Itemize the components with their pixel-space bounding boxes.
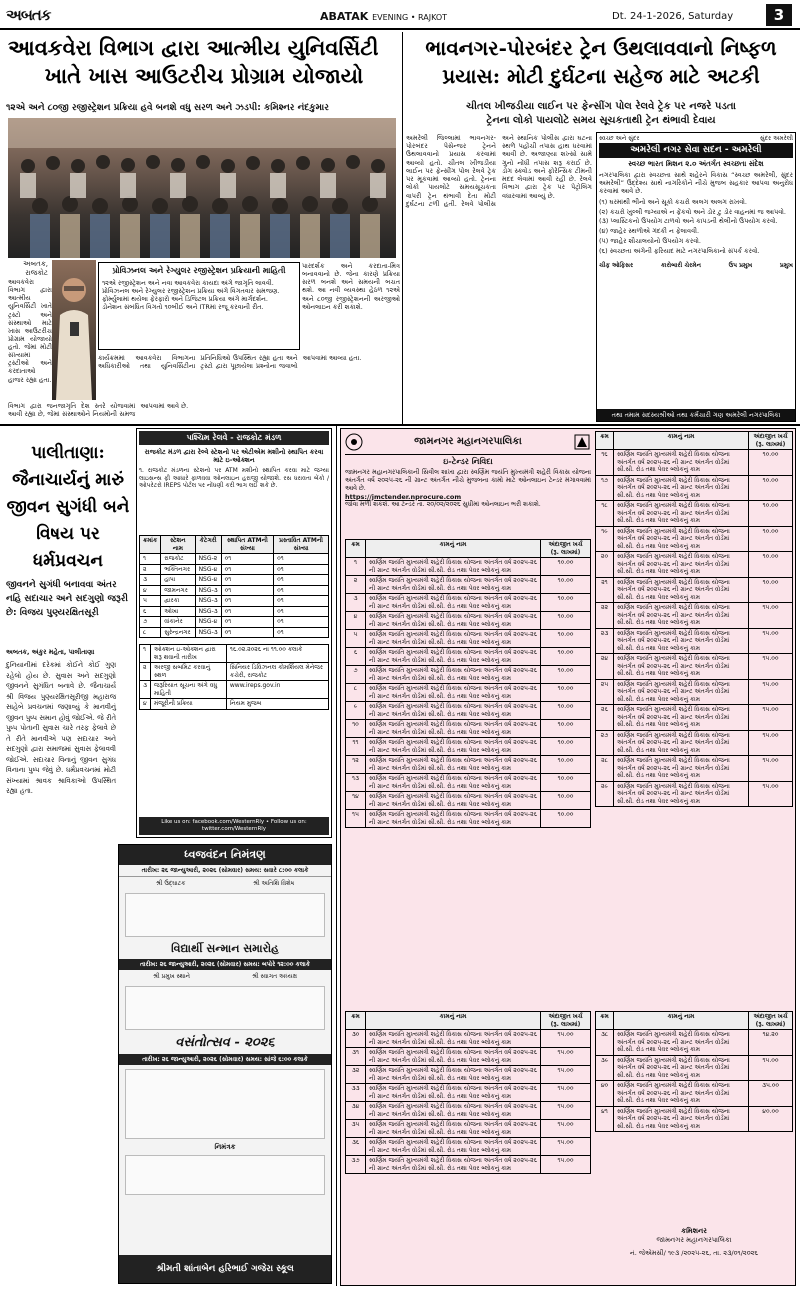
table-row xyxy=(596,577,793,603)
tender-work-amount: ૧૫.૦૦ xyxy=(541,1102,591,1120)
table-row xyxy=(596,628,793,654)
table-row xyxy=(346,684,591,702)
event-banner-students: વિદ્યાર્થી સન્માન સમારોહ xyxy=(171,941,279,955)
tender-work-amount: ૧૦.૦૦ xyxy=(541,612,591,630)
tender-work-name: સ્વર્ણિમ જયંતિ મુખ્યમંત્રી શહેરી વિકાસ યોજના અંતર્ગત વર્ષ ૨૦૨૫-૨૬ ની ગ્રાન્ટ અંતર્ગત વોર્ડમાં સી.સી. રોડ તથા પેવર બ્લોકનું કામ xyxy=(366,594,541,612)
table-row xyxy=(346,792,591,810)
table-row xyxy=(346,1120,591,1138)
jmc-emblem-icon xyxy=(573,433,591,451)
tender-work-no: ૩ xyxy=(346,594,366,612)
event-guest-panel xyxy=(125,893,325,937)
table-row xyxy=(346,1084,591,1102)
event-invitation-ad xyxy=(118,844,332,1284)
paper-logo: અબતક xyxy=(6,6,51,24)
tender-work-no: ૩૮ xyxy=(596,1030,614,1056)
commissioner-photo xyxy=(52,260,96,400)
tender-table-bottom-right xyxy=(595,1011,793,1221)
group-photo-figures xyxy=(8,118,396,258)
table-row xyxy=(346,738,591,756)
tender-work-name: સ્વર્ણિમ જયંતિ મુખ્યમંત્રી શહેરી વિકાસ યોજના અંતર્ગત વર્ષ ૨૦૨૫-૨૬ ની ગ્રાન્ટ અંતર્ગત વોર્ડમાં સી.સી. રોડ તથા પેવર બ્લોકનું કામ xyxy=(366,738,541,756)
amreli-notice-intro: નગરપાલિકા દ્વારા સ્વચ્છતા સાથે શહેરને વિકાસ “સ્વચ્છ અમરેલી, સુંદર અમરેલી” ઉદ્દેશ્ય સાથે નાગરિકોને નીચે મુજબ સહકાર આપવા અનુરોધ કરવામાં આવે છે. xyxy=(599,170,793,195)
tender-work-no: ૭ xyxy=(346,666,366,684)
tender-work-name: સ્વર્ણિમ જયંતિ મુખ્યમંત્રી શહેરી વિકાસ યોજના અંતર્ગત વર્ષ ૨૦૨૫-૨૬ ની ગ્રાન્ટ અંતર્ગત વોર્ડમાં સી.સી. રોડ તથા પેવર બ્લોકનું કામ xyxy=(366,666,541,684)
tender-work-no: ૩૨ xyxy=(346,1066,366,1084)
table-row xyxy=(596,730,793,756)
paper-name: ABATAK EVENING • RAJKOT xyxy=(320,10,448,23)
tender-work-name: સ્વર્ણિમ જયંતિ મુખ્યમંત્રી શહેરી વિકાસ યોજના અંતર્ગત વર્ષ ૨૦૨૫-૨૬ ની ગ્રાન્ટ અંતર્ગત વોર્ડમાં સી.સી. રોડ તથા પેવર બ્લોકનું કામ xyxy=(614,603,749,629)
tender-work-no: ૨૪ xyxy=(596,654,614,680)
tender-work-no: ૧૦ xyxy=(346,720,366,738)
tender-work-no: ૩૪ xyxy=(346,1102,366,1120)
tender-work-amount: ૧૦.૦૦ xyxy=(541,630,591,648)
tender-work-name: સ્વર્ણિમ જયંતિ મુખ્યમંત્રી શહેરી વિકાસ યોજના અંતર્ગત વર્ષ ૨૦૨૫-૨૬ ની ગ્રાન્ટ અંતર્ગત વોર્ડમાં સી.સી. રોડ તથા પેવર બ્લોકનું કામ xyxy=(614,781,749,807)
table-row xyxy=(596,475,793,501)
railway-notice xyxy=(136,428,332,838)
tender-work-no: ૧૪ xyxy=(346,792,366,810)
tender-work-amount: ૧૦.૦૦ xyxy=(749,501,793,527)
tender-intro: જામનગર મહાનગરપાલિકાની સિવીલ શાખા દ્વારા સ્વર્ણિમ જયંતિ મુખ્યમંત્રી શહેરી વિકાસ યોજના અંતર્ગત વર્ષ ૨૦૨૫-૨૬ ની ગ્રાન્ટ અંતર્ગત નીચે મુજબના કામો માટે ઓનલાઇન ટેન્ડર મંગાવવામાં આવે છે. xyxy=(345,469,591,492)
tender-work-amount: ૧૪.૨૦ xyxy=(749,1030,793,1056)
railway-notice-body: ૧. રાજકોટ મંડળના સ્ટેશનો પર ATM મશીનો સ્થાપિત કરવા માટે જગ્યા લાઇસન્સ ફી આધારે ફાળવવા ઓનલાઇન હરાજી યોજાશે. રસ ધરાવતા બેંકો / ઓપરેટરો IREPS પોર્ટલ પર નોંધણી કરી ભાગ લઈ શકે છે. xyxy=(139,467,329,490)
tender-work-name: સ્વર્ણિમ જયંતિ મુખ્યમંત્રી શહેરી વિકાસ યોજના અંતર્ગત વર્ષ ૨૦૨૫-૨૬ ની ગ્રાન્ટ અંતર્ગત વોર્ડમાં સી.સી. રોડ તથા પેવર બ્લોકનું કામ xyxy=(366,558,541,576)
tender-work-no: ૩૧ xyxy=(346,1048,366,1066)
tender-work-amount: ૧૫.૦૦ xyxy=(749,679,793,705)
palitana-headline: પાલીતાણા: જૈનાચાર્યનું મારું જીવન સુગંધી બને વિષય પર ધર્મપ્રવચન xyxy=(6,443,130,571)
amreli-tags: સ્વચ્છ અને સુંદર સુંદર અમરેલી xyxy=(599,135,793,142)
tender-work-amount: ૧૦.૦૦ xyxy=(541,756,591,774)
tender-work-no: ૨૨ xyxy=(596,603,614,629)
tender-work-amount: ૧૦.૦૦ xyxy=(749,475,793,501)
tender-work-no: ૧૨ xyxy=(346,756,366,774)
tender-work-no: ૧ xyxy=(346,558,366,576)
tender-works-table-left: ક્રમ કામનું નામ અંદાજીત ખર્ચ (રૂ. લાખમાં) ૧ સ્વર્ણિમ જયંતિ મુખ્યમંત્રી શહેરી વિકાસ યોજના અંતર્ગત વર્ષ ૨૦૨૫-૨૬ ની ગ્રાન્ટ અંતર્ગત વોર્ડમાં સી.સી. રોડ તથા પેવર બ્લોકનું કામ ૧૦.૦૦ ૨ સ્વર્ણિમ જયંતિ મુખ્યમંત્રી શહેરી વિકાસ યોજના અંતર્ગત વર્ષ ૨૦૨૫-૨૬ ની ગ્રાન્ટ અંતર્ગત વોર્ડમાં સી.સી. રોડ તથા પેવર બ્લોકનું કામ ૧૦.૦૦ ૩ સ્વર્ણિમ જયંતિ મુખ્યમંત્રી શહેરી વિકાસ યોજના અંતર્ગત વર્ષ ૨૦૨૫-૨૬ ની ગ્રાન્ટ અંતર્ગત વોર્ડમાં સી.સી. રોડ તથા પેવર બ્લોકનું કામ ૧૦.૦૦ ૪ સ્વર્ણિમ જયંતિ મુખ્યમંત્રી શહેરી વિકાસ યોજના અંતર્ગત વર્ષ ૨૦૨૫-૨૬ ની ગ્રાન્ટ અંતર્ગત વોર્ડમાં સી.સી. રોડ તથા પેવર બ્લોકનું કામ ૧૦.૦૦ ૫ સ્વર્ણિમ જયંતિ મુખ્યમંત્રી શહેરી વિકાસ યોજના અંતર્ગત વર્ષ ૨૦૨૫-૨૬ ની ગ્રાન્ટ અંતર્ગત વોર્ડમાં સી.સી. રોડ તથા પેવર બ્લોકનું કામ ૧૦.૦૦ ૬ સ્વર્ણિમ જયંતિ મુખ્યમંત્રી શહેરી વિકાસ યોજના અંતર્ગત વર્ષ ૨૦૨૫-૨૬ ની ગ્રાન્ટ અંતર્ગત વોર્ડમાં સી.સી. રોડ તથા પેવર બ્લોકનું કામ ૧૦.૦૦ ૭ સ્વર્ણિમ જયંતિ મુખ્યમંત્રી શહેરી વિકાસ યોજના અંતર્ગત વર્ષ ૨૦૨૫-૨૬ ની ગ્રાન્ટ અંતર્ગત વોર્ડમાં સી.સી. રોડ તથા પેવર બ્લોકનું કામ ૧૦.૦૦ ૮ સ્વર્ણિમ જયંતિ મુખ્યમંત્રી શહેરી વિકાસ યોજના અંતર્ગત વર્ષ ૨૦૨૫-૨૬ ની ગ્રાન્ટ અંતર્ગત વોર્ડમાં સી.સી. રોડ તથા પેવર બ્લોકનું કામ ૧૦.૦૦ ૯ સ્વર્ણિમ જયંતિ મુખ્યમંત્રી શહેરી વિકાસ યોજના અંતર્ગત વર્ષ ૨૦૨૫-૨૬ ની ગ્રાન્ટ અંતર્ગત વોર્ડમાં સી.સી. રોડ તથા પેવર બ્લોકનું કામ ૧૦.૦૦ ૧૦ સ્વર્ણિમ જયંતિ મુખ્યમંત્રી શહેરી વિકાસ યોજના અંતર્ગત વર્ષ ૨૦૨૫-૨૬ ની ગ્રાન્ટ અંતર્ગત વોર્ડમાં સી.સી. રોડ તથા પેવર બ્લોકનું કામ ૧૦.૦૦ ૧૧ સ્વર્ણિમ જયંતિ મુખ્યમંત્રી શહેરી વિકાસ યોજના અંતર્ગત વર્ષ ૨૦૨૫-૨૬ ની ગ્રાન્ટ અંતર્ગત વોર્ડમાં સી.સી. રોડ તથા પેવર બ્લોકનું કામ ૧૦.૦૦ ૧૨ સ્વર્ણિમ જયંતિ મુખ્યમંત્રી શહેરી વિકાસ યોજના અંતર્ગત વર્ષ ૨૦૨૫-૨૬ ની ગ્રાન્ટ અંતર્ગત વોર્ડમાં સી.સી. રોડ તથા પેવર બ્લોકનું કામ ૧૦.૦૦ ૧૩ સ્વર્ણિમ જયંતિ મુખ્યમંત્રી શહેરી વિકાસ યોજના અંતર્ગત વર્ષ ૨૦૨૫-૨૬ ની ગ્રાન્ટ અંતર્ગત વોર્ડમાં સી.સી. રોડ તથા પેવર બ્લોકનું કામ ૧૦.૦૦ ૧૪ સ્વર્ણિમ જયંતિ મુખ્યમંત્રી શહેરી વિકાસ યોજના અંતર્ગત વર્ષ ૨૦૨૫-૨૬ ની ગ્રાન્ટ અંતર્ગત વોર્ડમાં સી.સી. રોડ તથા પેવર બ્લોકનું કામ ૧૦.૦૦ ૧૫ સ્વર્ણિમ જયંતિ મુખ્યમંત્રી શહેરી વિકાસ યોજના અંતર્ગત વર્ષ ૨૦૨૫-૨૬ ની ગ્રાન્ટ અંતર્ગત વોર્ડમાં સી.સી. રોડ તથા પેવર બ્લોકનું કામ ૧૦.૦૦ xyxy=(345,539,591,828)
table-row: ૪ જામનગર NSG-૩ ૦૧ ૦૧ xyxy=(140,585,329,596)
tender-works-table-bottom-right: ક્રમ કામનું નામ અંદાજીત ખર્ચ (રૂ. લાખમાં) ૩૮ સ્વર્ણિમ જયંતિ મુખ્યમંત્રી શહેરી વિકાસ યોજના અંતર્ગત વર્ષ ૨૦૨૫-૨૬ ની ગ્રાન્ટ અંતર્ગત વોર્ડમાં સી.સી. રોડ તથા પેવર બ્લોકનું કામ ૧૪.૨૦ ૩૯ સ્વર્ણિમ જયંતિ મુખ્યમંત્રી શહેરી વિકાસ યોજના અંતર્ગત વર્ષ ૨૦૨૫-૨૬ ની ગ્રાન્ટ અંતર્ગત વોર્ડમાં સી.સી. રોડ તથા પેવર બ્લોકનું કામ ૧૫.૦૦ ૪૦ સ્વર્ણિમ જયંતિ મુખ્યમંત્રી શહેરી વિકાસ યોજના અંતર્ગત વર્ષ ૨૦૨૫-૨૬ ની ગ્રાન્ટ અંતર્ગત વોર્ડમાં સી.સી. રોડ તથા પેવર બ્લોકનું કામ ૩૫.૦૦ ૪૧ સ્વર્ણિમ જયંતિ મુખ્યમંત્રી શહેરી વિકાસ યોજના અંતર્ગત વર્ષ ૨૦૨૫-૨૬ ની ગ્રાન્ટ અંતર્ગત વોર્ડમાં સી.સી. રોડ તથા પેવર બ્લોકનું કામ ૪૦.૦૦ xyxy=(595,1011,793,1132)
column-divider xyxy=(336,426,337,1286)
table-row xyxy=(596,1081,793,1107)
tender-table-left xyxy=(345,539,591,1007)
story-left-subhead: ૧૨એ અને ૮૦જી રજીસ્ટ્રેશન પ્રક્રિયા હવે બનશે વધુ સરળ અને ઝડપી: કમિશ્નર નંદકુમાર xyxy=(6,103,329,113)
table-row: ૬ ઓખા NSG-૩ ૦૧ ૦૧ xyxy=(140,606,329,617)
table-row xyxy=(596,501,793,527)
tender-work-name: સ્વર્ણિમ જયંતિ મુખ્યમંત્રી શહેરી વિકાસ યોજના અંતર્ગત વર્ષ ૨૦૨૫-૨૬ ની ગ્રાન્ટ અંતર્ગત વોર્ડમાં સી.સી. રોડ તથા પેવર બ્લોકનું કામ xyxy=(366,684,541,702)
tender-work-amount: ૧૦.૦૦ xyxy=(541,702,591,720)
table-row xyxy=(596,1030,793,1056)
story-right-body: અમરેલી જિલ્લામાં ભાવનગર-પોરબંદર પેસેન્જર ટ્રેનને ઉથલાવવાનો પ્રયાસ કરવામાં આવ્યો હતો. ચીતલ ખીજડીયા લાઈન પર ફેન્સીંગ પોલ રેલવે ટ્રેક પર મૂકવામાં આવ્યો હતો. ટ્રેનના લોકો પાયલોટે સમયસૂચકતા વાપરી ટ્રેન થંભાવી દેતા મોટી દુર્ઘટના ટળી હતી. રેલવે પોલીસ અને સ્થાનિક પોલીસ દ્વારા ઘટના સ્થળે પહોંચી તપાસ હાથ ધરવામાં આવી છે. અજાણ્યા શખ્સો સામે ગુનો નોંધી તપાસ શરૂ કરાઈ છે. ડોગ સ્ક્વોડ અને ફોરેન્સિક ટીમની મદદ લેવામાં આવી રહી છે. રેલવે વિભાગ દ્વારા ટ્રેક પર પેટ્રોલિંગ વધારવામાં આવ્યું છે. xyxy=(406,134,592,208)
table-row xyxy=(346,1030,591,1048)
tender-work-name: સ્વર્ણિમ જયંતિ મુખ્યમંત્રી શહેરી વિકાસ યોજના અંતર્ગત વર્ષ ૨૦૨૫-૨૬ ની ગ્રાન્ટ અંતર્ગત વોર્ડમાં સી.સી. રોડ તથા પેવર બ્લોકનું કામ xyxy=(614,679,749,705)
tender-work-amount: ૧૦.૦૦ xyxy=(749,450,793,476)
tender-work-name: સ્વર્ણિમ જયંતિ મુખ્યમંત્રી શહેરી વિકાસ યોજના અંતર્ગત વર્ષ ૨૦૨૫-૨૬ ની ગ્રાન્ટ અંતર્ગત વોર્ડમાં સી.સી. રોડ તથા પેવર બ્લોકનું કામ xyxy=(366,630,541,648)
event-guests-row-2: શ્રી પ્રમુખ સ્થાને શ્રી સ્વાગત અધ્યક્ષ xyxy=(153,973,297,980)
tender-signature-block xyxy=(595,1227,793,1283)
table-row xyxy=(346,1156,591,1174)
tender-work-name: સ્વર્ણિમ જયંતિ મુખ્યમંત્રી શહેરી વિકાસ યોજના અંતર્ગત વર્ષ ૨૦૨૫-૨૬ ની ગ્રાન્ટ અંતર્ગત વોર્ડમાં સી.સી. રોડ તથા પેવર બ્લોકનું કામ xyxy=(366,720,541,738)
event-guest-panel-3 xyxy=(125,1069,325,1139)
section-divider xyxy=(0,424,800,426)
tender-work-name: સ્વર્ણિમ જયંતિ મુખ્યમંત્રી શહેરી વિકાસ યોજના અંતર્ગત વર્ષ ૨૦૨૫-૨૬ ની ગ્રાન્ટ અંતર્ગત વોર્ડમાં સી.સી. રોડ તથા પેવર બ્લોકનું કામ xyxy=(366,1102,541,1120)
table-row xyxy=(346,1138,591,1156)
tender-work-name: સ્વર્ણિમ જયંતિ મુખ્યમંત્રી શહેરી વિકાસ યોજના અંતર્ગત વર્ષ ૨૦૨૫-૨૬ ની ગ્રાન્ટ અંતર્ગત વોર્ડમાં સી.સી. રોડ તથા પેવર બ્લોકનું કામ xyxy=(366,1048,541,1066)
tender-work-no: ૬ xyxy=(346,648,366,666)
tender-work-amount: ૧૫.૦૦ xyxy=(541,1084,591,1102)
masthead xyxy=(0,0,800,30)
tender-work-name: સ્વર્ણિમ જયંતિ મુખ્યમંત્રી શહેરી વિકાસ યોજના અંતર્ગત વર્ષ ૨૦૨૫-૨૬ ની ગ્રાન્ટ અંતર્ગત વોર્ડમાં સી.સી. રોડ તથા પેવર બ્લોકનું કામ xyxy=(614,628,749,654)
tender-work-name: સ્વર્ણિમ જયંતિ મુખ્યમંત્રી શહેરી વિકાસ યોજના અંતર્ગત વર્ષ ૨૦૨૫-૨૬ ની ગ્રાન્ટ અંતર્ગત વોર્ડમાં સી.સી. રોડ તથા પેવર બ્લોકનું કામ xyxy=(614,526,749,552)
table-row: ૭ વાંકાનેર NSG-૪ ૦૧ ૦૧ xyxy=(140,617,329,628)
railway-notice-title: પશ્ચિમ રેલવે - રાજકોટ મંડળ xyxy=(139,431,329,445)
table-row xyxy=(596,705,793,731)
event-organizer-panel xyxy=(125,1155,325,1195)
tender-work-no: ૧૧ xyxy=(346,738,366,756)
table-row: ૩ હાપા NSG-૪ ૦૧ ૦૧ xyxy=(140,575,329,586)
tender-work-amount: ૧૦.૦૦ xyxy=(541,774,591,792)
tender-work-no: ૫ xyxy=(346,630,366,648)
tender-work-name: સ્વર્ણિમ જયંતિ મુખ્યમંત્રી શહેરી વિકાસ યોજના અંતર્ગત વર્ષ ૨૦૨૫-૨૬ ની ગ્રાન્ટ અંતર્ગત વોર્ડમાં સી.સી. રોડ તથા પેવર બ્લોકનું કામ xyxy=(614,654,749,680)
event-date-vasant: તારીખ: ૨૬ જાન્યુઆરી, ૨૦૨૬ (સોમવાર) સમય: સાંજે ૬:૦૦ કલાકે xyxy=(119,1054,331,1066)
amreli-notice-footer: તથા તમામ સદસ્યશ્રીઓ તથા કર્મચારી ગણ અમરેલી નગરપાલિકા xyxy=(597,409,795,421)
tender-work-name: સ્વર્ણિમ જયંતિ મુખ્યમંત્રી શહેરી વિકાસ યોજના અંતર્ગત વર્ષ ૨૦૨૫-૨૬ ની ગ્રાન્ટ અંતર્ગત વોર્ડમાં સી.સી. રોડ તથા પેવર બ્લોકનું કામ xyxy=(614,475,749,501)
table-row xyxy=(346,720,591,738)
table-row xyxy=(596,552,793,578)
registration-box-points xyxy=(102,279,296,312)
table-row: ૪ મંજૂરીની પ્રક્રિયા નિયમ મુજબ xyxy=(140,699,329,710)
tender-work-amount: ૧૫.૦૦ xyxy=(749,1055,793,1081)
tender-table-right xyxy=(595,431,793,1007)
table-row xyxy=(596,603,793,629)
story-right-headline: ભાવનગર-પોરબંદર ટ્રેન ઉથલાવવાનો નિષ્ફળ પ્રયાસ: મોટી દુર્ઘટના સહેજ માટે અટકી xyxy=(425,36,777,88)
tender-work-no: ૨૧ xyxy=(596,577,614,603)
tender-work-amount: ૧૦.૦૦ xyxy=(541,558,591,576)
story-left-body-bottom: વિભાગ દ્વારા જનજાગૃતિ દેશ સ્તરે યોજવામાં આવી રહ્યા છે, જેમાં સંસ્થાઓને નિયમોની સમજ આપવામાં આવે છે. xyxy=(8,402,189,419)
table-row: ૧ ઓક્શન ઇ-ઓક્શન દ્વારા શરૂ થવાની તારીખ ૧૬.૦૨.૨૦૨૬ ના ૧૧.૦૦ કલાકે xyxy=(140,645,329,663)
registration-box-title: પ્રોવિઝનલ અને રેગ્યુલર રજીસ્ટ્રેશન પ્રક્રિયાની માહિતી xyxy=(112,266,286,275)
tender-work-no: ૨૩ xyxy=(596,628,614,654)
table-row: ૨ અરજી સબમિટ કરવાનું સ્થળ સિનિયર ડિવિઝનલ કોમર્શિયલ મેનેજર કચેરી, રાજકોટ xyxy=(140,663,329,681)
table-row xyxy=(346,630,591,648)
tender-work-name: સ્વર્ણિમ જયંતિ મુખ્યમંત્રી શહેરી વિકાસ યોજના અંતર્ગત વર્ષ ૨૦૨૫-૨૬ ની ગ્રાન્ટ અંતર્ગત વોર્ડમાં સી.સી. રોડ તથા પેવર બ્લોકનું કામ xyxy=(366,1084,541,1102)
tender-work-no: ૯ xyxy=(346,702,366,720)
tender-work-name: સ્વર્ણિમ જયંતિ મુખ્યમંત્રી શહેરી વિકાસ યોજના અંતર્ગત વર્ષ ૨૦૨૫-૨૬ ની ગ્રાન્ટ અંતર્ગત વોર્ડમાં સી.સી. રોડ તથા પેવર બ્લોકનું કામ xyxy=(366,702,541,720)
tender-work-amount: ૧૫.૦૦ xyxy=(541,1066,591,1084)
tender-work-amount: ૧૦.૦૦ xyxy=(749,526,793,552)
tender-work-amount: ૧૫.૦૦ xyxy=(541,1120,591,1138)
tender-work-amount: ૧૫.૦૦ xyxy=(749,781,793,807)
tender-work-no: ૩૫ xyxy=(346,1120,366,1138)
tender-work-name: સ્વર્ણિમ જયંતિ મુખ્યમંત્રી શહેરી વિકાસ યોજના અંતર્ગત વર્ષ ૨૦૨૫-૨૬ ની ગ્રાન્ટ અંતર્ગત વોર્ડમાં સી.સી. રોડ તથા પેવર બ્લોકનું કામ xyxy=(614,450,749,476)
event-banner-vasant: વસંતોત્સવ - ૨૦૨૬ xyxy=(175,1034,275,1050)
tender-work-no: ૨ xyxy=(346,576,366,594)
table-row xyxy=(596,1055,793,1081)
issue-date: Dt. 24-1-2026, Saturday xyxy=(612,11,734,22)
outreach-group-photo xyxy=(8,118,396,258)
tender-work-amount: ૧૫.૦૦ xyxy=(749,654,793,680)
tender-work-amount: ૩૫.૦૦ xyxy=(749,1081,793,1107)
tender-work-amount: ૧૫.૦૦ xyxy=(749,628,793,654)
tender-ref: નં. જેએમસી/ ૧૯૩ /૨૦૨૫-૨૬, તા. ૨૩/૦૧/૨૦૨૬ xyxy=(629,1248,759,1257)
tender-portal-link[interactable]: https://jmctender.nprocure.com xyxy=(345,492,462,501)
tender-work-amount: ૧૦.૦૦ xyxy=(541,594,591,612)
tender-work-name: સ્વર્ણિમ જયંતિ મુખ્યમંત્રી શહેરી વિકાસ યોજના અંતર્ગત વર્ષ ૨૦૨૫-૨૬ ની ગ્રાન્ટ અંતર્ગત વોર્ડમાં સી.સી. રોડ તથા પેવર બ્લોકનું કામ xyxy=(366,756,541,774)
tender-work-name: સ્વર્ણિમ જયંતિ મુખ્યમંત્રી શહેરી વિકાસ યોજના અંતર્ગત વર્ષ ૨૦૨૫-૨૬ ની ગ્રાન્ટ અંતર્ગત વોર્ડમાં સી.સી. રોડ તથા પેવર બ્લોકનું કામ xyxy=(614,552,749,578)
tender-work-name: સ્વર્ણિમ જયંતિ મુખ્યમંત્રી શહેરી વિકાસ યોજના અંતર્ગત વર્ષ ૨૦૨૫-૨૬ ની ગ્રાન્ટ અંતર્ગત વોર્ડમાં સી.સી. રોડ તથા પેવર બ્લોકનું કામ xyxy=(366,1066,541,1084)
tender-work-amount: ૧૫.૦૦ xyxy=(541,1138,591,1156)
table-row xyxy=(346,702,591,720)
jamnagar-tender-notice xyxy=(340,428,796,1286)
tender-work-amount: ૧૦.૦૦ xyxy=(541,810,591,828)
tender-work-name: સ્વર્ણિમ જયંતિ મુખ્યમંત્રી શહેરી વિકાસ યોજના અંતર્ગત વર્ષ ૨૦૨૫-૨૬ ની ગ્રાન્ટ અંતર્ગત વોર્ડમાં સી.સી. રોડ તથા પેવર બ્લોકનું કામ xyxy=(366,1156,541,1174)
tender-work-amount: ૧૦.૦૦ xyxy=(749,577,793,603)
table-row xyxy=(346,612,591,630)
tender-work-no: ૨૦ xyxy=(596,552,614,578)
tender-work-name: સ્વર્ણિમ જયંતિ મુખ્યમંત્રી શહેરી વિકાસ યોજના અંતર્ગત વર્ષ ૨૦૨૫-૨૬ ની ગ્રાન્ટ અંતર્ગત વોર્ડમાં સી.સી. રોડ તથા પેવર બ્લોકનું કામ xyxy=(366,648,541,666)
tender-work-amount: ૧૦.૦૦ xyxy=(541,576,591,594)
registration-point: ૧૨એ રજીસ્ટ્રેશન અને નવા આવકવેરા કાયદા અંગે જાગૃતિ લાવવી. xyxy=(102,279,274,287)
tender-work-no: ૩૯ xyxy=(596,1055,614,1081)
tender-work-name: સ્વર્ણિમ જયંતિ મુખ્યમંત્રી શહેરી વિકાસ યોજના અંતર્ગત વર્ષ ૨૦૨૫-૨૬ ની ગ્રાન્ટ અંતર્ગત વોર્ડમાં સી.સી. રોડ તથા પેવર બ્લોકનું કામ xyxy=(366,1120,541,1138)
event-ad-footer: શ્રીમતી શાંતાબેન હરિભાઈ ગજેરા સ્કૂલ xyxy=(119,1255,331,1283)
tender-work-no: ૩૦ xyxy=(346,1030,366,1048)
tender-work-no: ૩૩ xyxy=(346,1084,366,1102)
event-date-flag: તારીખ: ૨૬ જાન્યુઆરી, ૨૦૨૬ (સોમવાર) સમય: સવારે ૮:૦૦ કલાકે xyxy=(119,865,331,878)
tender-work-amount: ૧૫.૦૦ xyxy=(749,730,793,756)
tender-work-amount: ૧૦.૦૦ xyxy=(541,792,591,810)
tender-work-amount: ૧૦.૦૦ xyxy=(541,666,591,684)
palitana-body: દુનિયાનીમાં દરેકમાં કોઈને કોઈ ગુણ રહેલો હોય છે. સુવાસ અને સદગુણો જીવનને સુગંધિત બનાવે છે. જૈનાચાર્ય શ્રી વિજય પુણ્યરક્ષિતસૂરીજી મહારાજ સાહેબે પ્રવચનમાં જણાવ્યું કે માનવીનું જીવન પુષ્પ સમાન હોવું જોઈએ. જે રીતે પુષ્પ પોતાની સુવાસ ચારે તરફ ફેલાવે છે તે રીતે માનવીએ પણ સદાચાર અને સદગુણો દ્વારા સમાજમાં સુવાસ ફેલાવવી જોઈએ. સદાચાર વિનાનું જીવન સુગંધ વિનાના પુષ્પ જેવું છે. ધર્મપ્રવચનમાં મોટી સંખ્યામાં શ્રાવક શ્રાવિકાઓ ઉપસ્થિત રહ્યા હતા. xyxy=(6,661,116,796)
tender-work-no: ૧૯ xyxy=(596,526,614,552)
tender-work-no: ૪૦ xyxy=(596,1081,614,1107)
tender-work-name: સ્વર્ણિમ જયંતિ મુખ્યમંત્રી શહેરી વિકાસ યોજના અંતર્ગત વર્ષ ૨૦૨૫-૨૬ ની ગ્રાન્ટ અંતર્ગત વોર્ડમાં સી.સી. રોડ તથા પેવર બ્લોકનું કામ xyxy=(614,501,749,527)
table-row xyxy=(346,1066,591,1084)
table-row: ૩ જરૂરિયાત સૂચના અંગે વધુ માહિતી www.ireps.gov.in xyxy=(140,681,329,699)
tender-work-no: ૮ xyxy=(346,684,366,702)
registration-point: પ્રોવિઝનલ અને રેગ્યુલર રજીસ્ટ્રેશન પ્રક્રિયા અંગે વિગતવાર સમજણ. xyxy=(102,287,280,296)
event-guests-row: શ્રી ઉદ્ઘાટક શ્રી અતિથિ વિશેષ xyxy=(155,880,295,888)
tender-work-amount: ૧૫.૦૦ xyxy=(541,1030,591,1048)
tender-work-no: ૧૩ xyxy=(346,774,366,792)
event-guest-panel-2 xyxy=(125,986,325,1030)
table-row xyxy=(346,774,591,792)
tender-intro-2: જોવા મળી શકશે. આ ટેન્ડર તા. ૨૦/૦૨/૨૦૨૬ સુધીમાં ઓનલાઇન ભરી શકાશે. xyxy=(345,500,541,508)
palitana-dateline: અબતક, અંકુર મહેતા, પાલીતાણા xyxy=(6,648,95,656)
tender-table-bottom-left xyxy=(345,1011,591,1283)
column-divider xyxy=(402,32,403,424)
tender-work-amount: ૧૫.૦૦ xyxy=(749,603,793,629)
tender-work-name: સ્વર્ણિમ જયંતિ મુખ્યમંત્રી શહેરી વિકાસ યોજના અંતર્ગત વર્ષ ૨૦૨૫-૨૬ ની ગ્રાન્ટ અંતર્ગત વોર્ડમાં સી.સી. રોડ તથા પેવર બ્લોકનું કામ xyxy=(614,705,749,731)
story-left-headline: આવકવેરા વિભાગ દ્વારા આત્મીય યુનિવર્સિટી ખાતે ખાસ આઉટરીચ પ્રોગ્રામ યોજાયો xyxy=(8,35,379,88)
railway-atm-table: ક્રમાંક સ્ટેશન નામ કેટેગરી સ્થાપિત ATMની સંખ્યા પ્રસ્તાવિત ATMની સંખ્યા ૧ રાજકોટ NSG-૨ ૦૧ ૦૧ ૨ ભક્તિનગર NSG-૪ ૦૧ ૦૧ ૩ હાપા NSG-૪ ૦૧ ૦૧ ૪ જામનગર NSG-૩ ૦૧ ૦૧ ૫ દ્વારકા NSG-૩ ૦૧ ૦૧ ૬ ઓખા NSG-૩ ૦૧ ૦૧ ૭ વાંકાનેર NSG-૪ ૦૧ ૦૧ ૮ સુરેન્દ્રનગર NSG-૩ ૦૧ ૦૧ xyxy=(139,535,329,638)
table-row xyxy=(596,756,793,782)
tender-work-amount: ૧૦.૦૦ xyxy=(749,552,793,578)
tender-work-amount: ૪૦.૦૦ xyxy=(749,1106,793,1132)
table-row xyxy=(346,810,591,828)
table-row xyxy=(346,1102,591,1120)
story-left-body-c: કાર્યક્રમમાં આવકવેરા વિભાગના અધિકારીઓ તથા યુનિવર્સિટીના પ્રતિનિધિઓ ઉપસ્થિત રહ્યા હતા અને ટ્રસ્ટો દ્વારા પૂછાયેલા પ્રશ્નોના જવાબો આપવામાં આવ્યા હતા. xyxy=(98,354,362,371)
railway-notice-footer: Like us on: facebook.com/WesternRly • Follow us on: twitter.com/WesternRly xyxy=(139,817,329,835)
story-left-body-a: આવકવેરા વિભાગ દ્વારા આત્મીય યુનિવર્સિટી ખાતે ટ્રસ્ટો અને સંસ્થાઓ માટે ખાસ આઉટરીચ પ્રોગ્રામ યોજાયો હતો. જેમાં મોટી સંખ્યામાં ટ્રસ્ટીઓ અને કરદાતાઓ હાજર રહ્યા હતા. xyxy=(8,278,52,384)
table-row: ૨ ભક્તિનગર NSG-૪ ૦૧ ૦૧ xyxy=(140,564,329,575)
tender-org-title: જામનગર મહાનગરપાલિકા xyxy=(414,435,522,447)
tender-work-name: સ્વર્ણિમ જયંતિ મુખ્યમંત્રી શહેરી વિકાસ યોજના અંતર્ગત વર્ષ ૨૦૨૫-૨૬ ની ગ્રાન્ટ અંતર્ગત વોર્ડમાં સી.સી. રોડ તથા પેવર બ્લોકનું કામ xyxy=(614,1030,749,1056)
table-row xyxy=(596,526,793,552)
tender-sign-title: કમિશનર xyxy=(681,1227,707,1235)
tender-work-amount: ૧૫.૦૦ xyxy=(749,705,793,731)
tender-work-amount: ૧૫.૦૦ xyxy=(541,1048,591,1066)
tender-work-name: સ્વર્ણિમ જયંતિ મુખ્યમંત્રી શહેરી વિકાસ યોજના અંતર્ગત વર્ષ ૨૦૨૫-૨૬ ની ગ્રાન્ટ અંતર્ગત વોર્ડમાં સી.સી. રોડ તથા પેવર બ્લોકનું કામ xyxy=(366,810,541,828)
tender-work-name: સ્વર્ણિમ જયંતિ મુખ્યમંત્રી શહેરી વિકાસ યોજના અંતર્ગત વર્ષ ૨૦૨૫-૨૬ ની ગ્રાન્ટ અંતર્ગત વોર્ડમાં સી.સી. રોડ તથા પેવર બ્લોકનું કામ xyxy=(614,756,749,782)
tender-work-name: સ્વર્ણિમ જયંતિ મુખ્યમંત્રી શહેરી વિકાસ યોજના અંતર્ગત વર્ષ ૨૦૨૫-૨૬ ની ગ્રાન્ટ અંતર્ગત વોર્ડમાં સી.સી. રોડ તથા પેવર બ્લોકનું કામ xyxy=(366,1138,541,1156)
table-row xyxy=(596,450,793,476)
story-right-subhead: ચીતલ ખીજડીયા લાઈન પર ફેન્સીંગ પોલ રેલવે ટ્રેક પર નજરે પડતા ટ્રેનના લોકો પાયલોટે સમય સૂચકતાથી ટ્રેન થંભાવી દેવાય xyxy=(466,101,736,126)
commissioner-figure xyxy=(52,260,96,400)
tender-work-name: સ્વર્ણિમ જયંતિ મુખ્યમંત્રી શહેરી વિકાસ યોજના અંતર્ગત વર્ષ ૨૦૨૫-૨૬ ની ગ્રાન્ટ અંતર્ગત વોર્ડમાં સી.સી. રોડ તથા પેવર બ્લોકનું કામ xyxy=(366,792,541,810)
amreli-notice-subtitle: સ્વચ્છ ભારત મિશન ૨.૦ અંતર્ગત સ્વચ્છતા સંદેશ xyxy=(628,159,764,168)
registration-point: ફોર્મ્યુલામાં થયેલા ફેરફારો અને ડિજિટલ પ્રક્રિયા અંગે માર્ગદર્શન. xyxy=(102,295,268,304)
jmc-emblem-icon xyxy=(345,433,363,451)
table-row xyxy=(596,654,793,680)
tender-header xyxy=(345,433,591,533)
amreli-notice xyxy=(596,132,796,422)
table-row xyxy=(596,679,793,705)
tender-work-amount: ૧૫.૦૦ xyxy=(541,1156,591,1174)
tender-work-name: સ્વર્ણિમ જયંતિ મુખ્યમંત્રી શહેરી વિકાસ યોજના અંતર્ગત વર્ષ ૨૦૨૫-૨૬ ની ગ્રાન્ટ અંતર્ગત વોર્ડમાં સી.સી. રોડ તથા પેવર બ્લોકનું કામ xyxy=(614,730,749,756)
tender-sign-org: જામનગર મહાનગરપાલિકા xyxy=(656,1235,732,1244)
tender-work-name: સ્વર્ણિમ જયંતિ મુખ્યમંત્રી શહેરી વિકાસ યોજના અંતર્ગત વર્ષ ૨૦૨૫-૨૬ ની ગ્રાન્ટ અંતર્ગત વોર્ડમાં સી.સી. રોડ તથા પેવર બ્લોકનું કામ xyxy=(614,577,749,603)
tender-works-table-right: ક્રમ કામનું નામ અંદાજીત ખર્ચ (રૂ. લાખમાં) ૧૬ સ્વર્ણિમ જયંતિ મુખ્યમંત્રી શહેરી વિકાસ યોજના અંતર્ગત વર્ષ ૨૦૨૫-૨૬ ની ગ્રાન્ટ અંતર્ગત વોર્ડમાં સી.સી. રોડ તથા પેવર બ્લોકનું કામ ૧૦.૦૦ ૧૭ સ્વર્ણિમ જયંતિ મુખ્યમંત્રી શહેરી વિકાસ યોજના અંતર્ગત વર્ષ ૨૦૨૫-૨૬ ની ગ્રાન્ટ અંતર્ગત વોર્ડમાં સી.સી. રોડ તથા પેવર બ્લોકનું કામ ૧૦.૦૦ ૧૮ સ્વર્ણિમ જયંતિ મુખ્યમંત્રી શહેરી વિકાસ યોજના અંતર્ગત વર્ષ ૨૦૨૫-૨૬ ની ગ્રાન્ટ અંતર્ગત વોર્ડમાં સી.સી. રોડ તથા પેવર બ્લોકનું કામ ૧૦.૦૦ ૧૯ સ્વર્ણિમ જયંતિ મુખ્યમંત્રી શહેરી વિકાસ યોજના અંતર્ગત વર્ષ ૨૦૨૫-૨૬ ની ગ્રાન્ટ અંતર્ગત વોર્ડમાં સી.સી. રોડ તથા પેવર બ્લોકનું કામ ૧૦.૦૦ ૨૦ સ્વર્ણિમ જયંતિ મુખ્યમંત્રી શહેરી વિકાસ યોજના અંતર્ગત વર્ષ ૨૦૨૫-૨૬ ની ગ્રાન્ટ અંતર્ગત વોર્ડમાં સી.સી. રોડ તથા પેવર બ્લોકનું કામ ૧૦.૦૦ ૨૧ સ્વર્ણિમ જયંતિ મુખ્યમંત્રી શહેરી વિકાસ યોજના અંતર્ગત વર્ષ ૨૦૨૫-૨૬ ની ગ્રાન્ટ અંતર્ગત વોર્ડમાં સી.સી. રોડ તથા પેવર બ્લોકનું કામ ૧૦.૦૦ ૨૨ સ્વર્ણિમ જયંતિ મુખ્યમંત્રી શહેરી વિકાસ યોજના અંતર્ગત વર્ષ ૨૦૨૫-૨૬ ની ગ્રાન્ટ અંતર્ગત વોર્ડમાં સી.સી. રોડ તથા પેવર બ્લોકનું કામ ૧૫.૦૦ ૨૩ સ્વર્ણિમ જયંતિ મુખ્યમંત્રી શહેરી વિકાસ યોજના અંતર્ગત વર્ષ ૨૦૨૫-૨૬ ની ગ્રાન્ટ અંતર્ગત વોર્ડમાં સી.સી. રોડ તથા પેવર બ્લોકનું કામ ૧૫.૦૦ ૨૪ સ્વર્ણિમ જયંતિ મુખ્યમંત્રી શહેરી વિકાસ યોજના અંતર્ગત વર્ષ ૨૦૨૫-૨૬ ની ગ્રાન્ટ અંતર્ગત વોર્ડમાં સી.સી. રોડ તથા પેવર બ્લોકનું કામ ૧૫.૦૦ ૨૫ સ્વર્ણિમ જયંતિ મુખ્યમંત્રી શહેરી વિકાસ યોજના અંતર્ગત વર્ષ ૨૦૨૫-૨૬ ની ગ્રાન્ટ અંતર્ગત વોર્ડમાં સી.સી. રોડ તથા પેવર બ્લોકનું કામ ૧૫.૦૦ ૨૬ સ્વર્ણિમ જયંતિ મુખ્યમંત્રી શહેરી વિકાસ યોજના અંતર્ગત વર્ષ ૨૦૨૫-૨૬ ની ગ્રાન્ટ અંતર્ગત વોર્ડમાં સી.સી. રોડ તથા પેવર બ્લોકનું કામ ૧૫.૦૦ ૨૭ સ્વર્ણિમ જયંતિ મુખ્યમંત્રી શહેરી વિકાસ યોજના અંતર્ગત વર્ષ ૨૦૨૫-૨૬ ની ગ્રાન્ટ અંતર્ગત વોર્ડમાં સી.સી. રોડ તથા પેવર બ્લોકનું કામ ૧૫.૦૦ ૨૮ સ્વર્ણિમ જયંતિ મુખ્યમંત્રી શહેરી વિકાસ યોજના અંતર્ગત વર્ષ ૨૦૨૫-૨૬ ની ગ્રાન્ટ અંતર્ગત વોર્ડમાં સી.સી. રોડ તથા પેવર બ્લોકનું કામ ૧૫.૦૦ ૨૯ સ્વર્ણિમ જયંતિ મુખ્યમંત્રી શહેરી વિકાસ યોજના અંતર્ગત વર્ષ ૨૦૨૫-૨૬ ની ગ્રાન્ટ અંતર્ગત વોર્ડમાં સી.સી. રોડ તથા પેવર બ્લોકનું કામ ૧૫.૦૦ xyxy=(595,431,793,807)
page-number: 3 xyxy=(766,4,792,26)
tender-work-name: સ્વર્ણિમ જયંતિ મુખ્યમંત્રી શહેરી વિકાસ યોજના અંતર્ગત વર્ષ ૨૦૨૫-૨૬ ની ગ્રાન્ટ અંતર્ગત વોર્ડમાં સી.સી. રોડ તથા પેવર બ્લોકનું કામ xyxy=(366,1030,541,1048)
table-row xyxy=(346,594,591,612)
event-organizer-title: નિમંત્રક xyxy=(214,1143,236,1152)
tender-work-name: સ્વર્ણિમ જયંતિ મુખ્યમંત્રી શહેરી વિકાસ યોજના અંતર્ગત વર્ષ ૨૦૨૫-૨૬ ની ગ્રાન્ટ અંતર્ગત વોર્ડમાં સી.સી. રોડ તથા પેવર બ્લોકનું કામ xyxy=(366,576,541,594)
story-left-body-b: પારદર્શક અને કરદાતા-મિત્ર બનાવવાનો છે. જેના કારણે પ્રક્રિયા સરળ બનશે અને સમયની બચત થશે. આ નવી વ્યવસ્થા હેઠળ ૧૨એ અને ૮૦જી રજીસ્ટ્રેશનની અરજીઓ ઓનલાઇન કરી શકાશે. xyxy=(302,262,400,311)
tender-work-amount: ૧૦.૦૦ xyxy=(541,720,591,738)
palitana-subhead: જીવનને સુગંધી બનાવવા અંતર નહિ સદાચાર અને સદગુણો જરૂરી છે: વિજય પુણ્યરક્ષિતસૂરી xyxy=(6,580,128,618)
tender-work-no: ૧૫ xyxy=(346,810,366,828)
tender-work-no: ૧૮ xyxy=(596,501,614,527)
table-row xyxy=(346,558,591,576)
tender-work-no: ૩૬ xyxy=(346,1138,366,1156)
event-banner-flag: ધ્વજવંદન નિમંત્રણ xyxy=(119,845,331,865)
railway-notice-subtitle: રાજકોટ મંડળ દ્વારા રેલ્વે સ્ટેશનો પર એટીએમ મશીનો સ્થાપિત કરવા માટે ઇ-ઓક્શન xyxy=(144,448,324,465)
table-row xyxy=(346,648,591,666)
railway-schedule-table xyxy=(139,644,329,710)
table-row xyxy=(346,576,591,594)
registration-info-box xyxy=(98,262,300,350)
table-row xyxy=(346,1048,591,1066)
tender-work-no: ૨૯ xyxy=(596,781,614,807)
amreli-notice-points: (૧) ઘરમાંથી ભીનો અને સૂકો કચરો અલગ અલગ રાખવો. (૨) કચરો ખુલ્લી જગ્યાએ ન ફેંકવો અને ડોર ટુ ડોર વાહનમાં જ આપવો. (૩) પ્લાસ્ટિકનો ઉપયોગ ટાળવો અને કાપડની થેલીનો ઉપયોગ કરવો. (૪) જાહેર સ્થળોએ ગંદકી ન ફેલાવવી. (૫) જાહેર શૌચાલયોનો ઉપયોગ કરવો. (૬) સ્વચ્છતા અંગેની ફરિયાદ માટે નગરપાલિકાનો સંપર્ક કરવો. xyxy=(599,197,786,255)
tender-work-name: સ્વર્ણિમ જયંતિ મુખ્યમંત્રી શહેરી વિકાસ યોજના અંતર્ગત વર્ષ ૨૦૨૫-૨૬ ની ગ્રાન્ટ અંતર્ગત વોર્ડમાં સી.સી. રોડ તથા પેવર બ્લોકનું કામ xyxy=(366,612,541,630)
tender-work-no: ૨૬ xyxy=(596,705,614,731)
tender-work-no: ૧૭ xyxy=(596,475,614,501)
tender-work-amount: ૧૫.૦૦ xyxy=(749,756,793,782)
table-row: ૫ દ્વારકા NSG-૩ ૦૧ ૦૧ xyxy=(140,596,329,607)
tender-work-amount: ૧૦.૦૦ xyxy=(541,738,591,756)
table-row: ૮ સુરેન્દ્રનગર NSG-૩ ૦૧ ૦૧ xyxy=(140,627,329,638)
table-row: ૧ રાજકોટ NSG-૨ ૦૧ ૦૧ xyxy=(140,554,329,565)
tender-work-amount: ૧૦.૦૦ xyxy=(541,684,591,702)
amreli-signatories: ચીફ ઓફિસર કારોબારી ચેરમેન ઉપ પ્રમુખ પ્રમુખ xyxy=(599,262,793,270)
table-row xyxy=(346,756,591,774)
tender-work-name: સ્વર્ણિમ જયંતિ મુખ્યમંત્રી શહેરી વિકાસ યોજના અંતર્ગત વર્ષ ૨૦૨૫-૨૬ ની ગ્રાન્ટ અંતર્ગત વોર્ડમાં સી.સી. રોડ તથા પેવર બ્લોકનું કામ xyxy=(366,774,541,792)
tender-work-no: ૪ xyxy=(346,612,366,630)
tender-work-no: ૨૫ xyxy=(596,679,614,705)
event-date-students: તારીખ: ૨૬ જાન્યુઆરી, ૨૦૨૬ (સોમવાર) સમય: બપોરે ૧૨:૦૦ કલાકે xyxy=(119,959,331,971)
tender-work-no: ૨૮ xyxy=(596,756,614,782)
table-row xyxy=(596,1106,793,1132)
tender-work-amount: ૧૦.૦૦ xyxy=(541,648,591,666)
registration-point: ડોનેશન સંબંધિત વિગતો ૧૦બીઈ અને ITRમાં રજૂ કરવાની રીત. xyxy=(102,303,264,312)
tender-works-table-bottom-left: ક્રમ કામનું નામ અંદાજીત ખર્ચ (રૂ. લાખમાં) ૩૦ સ્વર્ણિમ જયંતિ મુખ્યમંત્રી શહેરી વિકાસ યોજના અંતર્ગત વર્ષ ૨૦૨૫-૨૬ ની ગ્રાન્ટ અંતર્ગત વોર્ડમાં સી.સી. રોડ તથા પેવર બ્લોકનું કામ ૧૫.૦૦ ૩૧ સ્વર્ણિમ જયંતિ મુખ્યમંત્રી શહેરી વિકાસ યોજના અંતર્ગત વર્ષ ૨૦૨૫-૨૬ ની ગ્રાન્ટ અંતર્ગત વોર્ડમાં સી.સી. રોડ તથા પેવર બ્લોકનું કામ ૧૫.૦૦ ૩૨ સ્વર્ણિમ જયંતિ મુખ્યમંત્રી શહેરી વિકાસ યોજના અંતર્ગત વર્ષ ૨૦૨૫-૨૬ ની ગ્રાન્ટ અંતર્ગત વોર્ડમાં સી.સી. રોડ તથા પેવર બ્લોકનું કામ ૧૫.૦૦ ૩૩ સ્વર્ણિમ જયંતિ મુખ્યમંત્રી શહેરી વિકાસ યોજના અંતર્ગત વર્ષ ૨૦૨૫-૨૬ ની ગ્રાન્ટ અંતર્ગત વોર્ડમાં સી.સી. રોડ તથા પેવર બ્લોકનું કામ ૧૫.૦૦ ૩૪ સ્વર્ણિમ જયંતિ મુખ્યમંત્રી શહેરી વિકાસ યોજના અંતર્ગત વર્ષ ૨૦૨૫-૨૬ ની ગ્રાન્ટ અંતર્ગત વોર્ડમાં સી.સી. રોડ તથા પેવર બ્લોકનું કામ ૧૫.૦૦ ૩૫ સ્વર્ણિમ જયંતિ મુખ્યમંત્રી શહેરી વિકાસ યોજના અંતર્ગત વર્ષ ૨૦૨૫-૨૬ ની ગ્રાન્ટ અંતર્ગત વોર્ડમાં સી.સી. રોડ તથા પેવર બ્લોકનું કામ ૧૫.૦૦ ૩૬ સ્વર્ણિમ જયંતિ મુખ્યમંત્રી શહેરી વિકાસ યોજના અંતર્ગત વર્ષ ૨૦૨૫-૨૬ ની ગ્રાન્ટ અંતર્ગત વોર્ડમાં સી.સી. રોડ તથા પેવર બ્લોકનું કામ ૧૫.૦૦ ૩૭ સ્વર્ણિમ જયંતિ મુખ્યમંત્રી શહેરી વિકાસ યોજના અંતર્ગત વર્ષ ૨૦૨૫-૨૬ ની ગ્રાન્ટ અંતર્ગત વોર્ડમાં સી.સી. રોડ તથા પેવર બ્લોકનું કામ ૧૫.૦૦ xyxy=(345,1011,591,1174)
tender-work-no: ૪૧ xyxy=(596,1106,614,1132)
tender-work-no: ૨૭ xyxy=(596,730,614,756)
table-row xyxy=(346,666,591,684)
table-row xyxy=(596,781,793,807)
tender-notice-title: ઇ-ટેન્ડર નિવિદા xyxy=(443,457,493,466)
tender-work-no: ૩૭ xyxy=(346,1156,366,1174)
tender-work-name: સ્વર્ણિમ જયંતિ મુખ્યમંત્રી શહેરી વિકાસ યોજના અંતર્ગત વર્ષ ૨૦૨૫-૨૬ ની ગ્રાન્ટ અંતર્ગત વોર્ડમાં સી.સી. રોડ તથા પેવર બ્લોકનું કામ xyxy=(614,1106,749,1132)
story-left-dateline: અબતક, રાજકોટ xyxy=(23,260,48,277)
tender-work-no: ૧૬ xyxy=(596,450,614,476)
tender-work-name: સ્વર્ણિમ જયંતિ મુખ્યમંત્રી શહેરી વિકાસ યોજના અંતર્ગત વર્ષ ૨૦૨૫-૨૬ ની ગ્રાન્ટ અંતર્ગત વોર્ડમાં સી.સી. રોડ તથા પેવર બ્લોકનું કામ xyxy=(614,1081,749,1107)
tender-work-name: સ્વર્ણિમ જયંતિ મુખ્યમંત્રી શહેરી વિકાસ યોજના અંતર્ગત વર્ષ ૨૦૨૫-૨૬ ની ગ્રાન્ટ અંતર્ગત વોર્ડમાં સી.સી. રોડ તથા પેવર બ્લોકનું કામ xyxy=(614,1055,749,1081)
amreli-notice-title: અમરેલી નગર સેવા સદન - અમરેલી xyxy=(599,143,793,158)
